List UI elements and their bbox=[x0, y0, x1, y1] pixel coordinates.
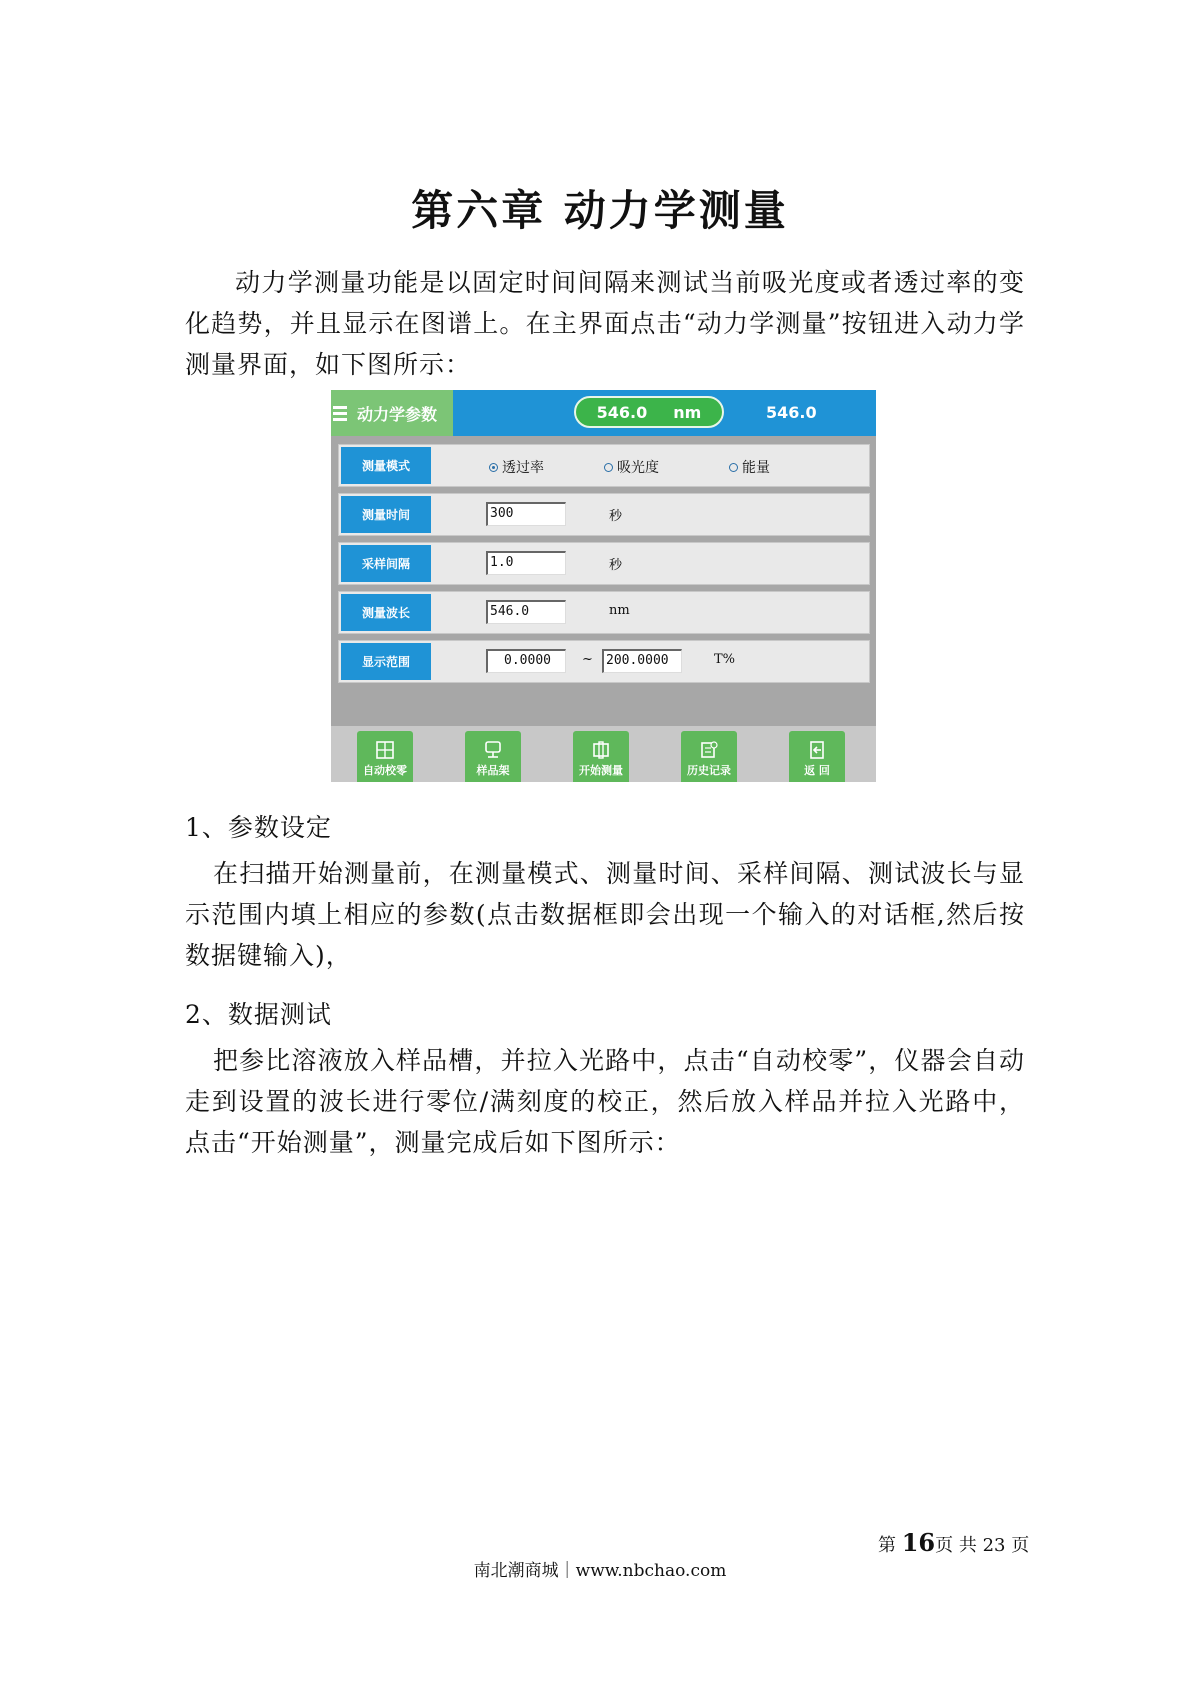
wavelength-readout: 546.0 bbox=[766, 403, 817, 422]
section1-paragraph: 在扫描开始测量前，在测量模式、测量时间、采样间隔、测试波长与显示范围内填上相应的参数(点击数据框即会出现一个输入的对话框,然后按数据键输入)， bbox=[185, 859, 1025, 970]
radio-icon bbox=[729, 463, 738, 472]
total-suffix: 页 bbox=[1011, 1535, 1030, 1556]
hamburger-icon bbox=[333, 403, 347, 424]
radio-label: 吸光度 bbox=[617, 460, 659, 476]
sample-interval-input[interactable]: 1.0 bbox=[486, 551, 566, 575]
radio-label: 能量 bbox=[742, 460, 770, 476]
row-label: 显示范围 bbox=[341, 643, 431, 680]
radio-transmittance[interactable] bbox=[489, 457, 544, 477]
row-label: 测量波长 bbox=[341, 594, 431, 631]
wavelength-input[interactable]: 546.0 bbox=[486, 600, 566, 624]
unit-label: nm bbox=[609, 603, 630, 618]
row-label: 测量模式 bbox=[341, 447, 431, 484]
exit-icon bbox=[807, 740, 827, 760]
history-icon bbox=[699, 740, 719, 760]
history-button[interactable] bbox=[681, 731, 737, 782]
range-separator: ~ bbox=[582, 652, 593, 667]
radio-absorbance[interactable] bbox=[604, 457, 659, 477]
range-min-input[interactable]: 0.0000 bbox=[486, 649, 566, 673]
section1-heading: 1、参数设定 bbox=[185, 813, 332, 842]
page-prefix: 第 bbox=[878, 1535, 896, 1556]
footer-site: 南北潮商城｜www.nbchao.com bbox=[473, 1561, 727, 1581]
wavelength-pill[interactable] bbox=[574, 396, 724, 428]
param-row-wavelength bbox=[338, 591, 870, 634]
ui-menu-button[interactable] bbox=[331, 390, 453, 436]
row-label: 采样间隔 bbox=[341, 545, 431, 582]
kinetics-ui-screenshot bbox=[331, 390, 876, 782]
range-max-input[interactable]: 200.0000 bbox=[602, 649, 682, 673]
sample-holder-button[interactable] bbox=[465, 731, 521, 782]
section2-heading: 2、数据测试 bbox=[185, 1000, 332, 1029]
radio-label: 透过率 bbox=[502, 460, 544, 476]
auto-zero-button[interactable] bbox=[357, 731, 413, 782]
current-page: 16 bbox=[901, 1528, 936, 1557]
radio-icon bbox=[604, 463, 613, 472]
ui-button-bar bbox=[331, 726, 876, 782]
chapter-title: 第六章 动力学测量 bbox=[411, 186, 789, 235]
start-icon bbox=[591, 740, 611, 760]
param-row-range bbox=[338, 640, 870, 683]
sample-holder-icon bbox=[483, 740, 503, 760]
unit-label: 秒 bbox=[609, 558, 623, 573]
row-label: 测量时间 bbox=[341, 496, 431, 533]
start-measure-button[interactable] bbox=[573, 731, 629, 782]
param-row-mode bbox=[338, 444, 870, 487]
total-pages: 23 bbox=[982, 1535, 1006, 1556]
unit-label: 秒 bbox=[609, 509, 623, 524]
unit-label: T% bbox=[714, 652, 736, 667]
intro-paragraph: 动力学测量功能是以固定时间间隔来测试当前吸光度或者透过率的变化趋势，并且显示在图谱上。在主界面点击“动力学测量”按钮进入动力学测量界面，如下图所示： bbox=[185, 268, 1025, 379]
param-row-time bbox=[338, 493, 870, 536]
zero-icon bbox=[375, 740, 395, 760]
measure-time-input[interactable]: 300 bbox=[486, 502, 566, 526]
wavelength-unit: nm bbox=[673, 402, 702, 422]
radio-energy[interactable] bbox=[729, 457, 770, 477]
page-suffix: 页 共 bbox=[935, 1535, 977, 1556]
back-button[interactable] bbox=[789, 731, 845, 782]
button-label: 历史记录 bbox=[687, 764, 731, 777]
button-label: 样品架 bbox=[476, 764, 510, 777]
radio-selected-icon bbox=[489, 463, 498, 472]
page-number bbox=[878, 1528, 1029, 1557]
button-label: 开始测量 bbox=[579, 764, 623, 777]
wavelength-value: 546.0 bbox=[596, 402, 648, 422]
ui-menu-label: 动力学参数 bbox=[357, 404, 438, 424]
param-row-interval bbox=[338, 542, 870, 585]
button-label: 返 回 bbox=[804, 764, 830, 777]
section2-paragraph: 把参比溶液放入样品槽，并拉入光路中，点击“自动校零”，仪器会自动走到设置的波长进行零位/满刻度的校正，然后放入样品并拉入光路中，点击“开始测量”，测量完成后如下图所示： bbox=[185, 1046, 1025, 1157]
button-label: 自动校零 bbox=[363, 764, 407, 777]
